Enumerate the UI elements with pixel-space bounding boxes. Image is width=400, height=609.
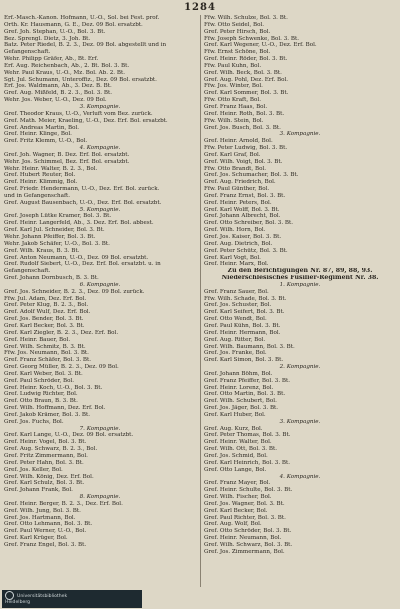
entry-line: Ffw. Jul. Adam, Dez. Erf. Bol. [4, 295, 87, 302]
entry-line: Gref. Jos. Franke, Bol. [204, 350, 267, 357]
entry-line: Gref. Otto Lehmann, Bol. 3. Bt. [4, 521, 93, 528]
entry-line: Gref. Aug. Mißfeld, B. 2. 3., Bol. 3. Bt. [4, 90, 112, 97]
entry-line: Bez. Sprengl. Dietz, 3. Joh. Bt. [4, 35, 91, 42]
section-heading: 4. Kompagnie. [79, 145, 121, 152]
entry-line: Gref. Aug. Dietrich, Bol. [204, 240, 273, 247]
entry-line: Sgt. Jul. Schumann, Unteroffiz., Dez. 09 Bol. ersatzbt. [4, 76, 157, 83]
entry-line: Gref. Heinr. Koch, U.-O., Bol. 3. Bt. [4, 384, 103, 391]
entry-line: Ffw. Paul Günther, Bol. [204, 186, 270, 193]
entry-line: Gref. Karl Heinrich, Bol. 3. Bt. [204, 459, 291, 466]
entry-line: Wehr. Jos. Weber, U.-O., Dez. 09 Bol. [4, 97, 107, 104]
entry-line: Gref. Joseph Lütke Kramer, Bol. 3. Bt. [4, 213, 112, 220]
regiment-heading: Zu den Berichtigungen Nr. 87, 89, 88, 93. [227, 268, 373, 275]
entry-line: Gref. Peter Hirsch, Bol. [204, 28, 271, 35]
column-divider [200, 15, 201, 587]
entry-line: Gref. Math. Meier, Kraeling, U.-O., Dez. Erf. Bol. ersatzbt. [4, 117, 168, 124]
entry-line: Gref. Karl Simon, Bol. 3. Bt. [204, 357, 284, 364]
entry-line: Gref. Karl Krüger, Bol. [4, 535, 68, 542]
entry-line: Gref. Peter Hahn, Bol. 3. Bt. [4, 459, 84, 466]
entry-line: Gref. Karl Wegener, U.-O., Dez. Erf. Bol. [204, 42, 317, 49]
section-heading: 4. Kompagnie. [279, 473, 321, 480]
entry-line: Gref. Wilh. Horn, Bol. [204, 227, 266, 234]
entry-line: Erf. Aug. Reichenbach, Ab., 2. Bt. Bol. 3. Bt. [4, 62, 130, 69]
entry-line: Gref. Franz Mayer, Bol. [204, 480, 271, 487]
entry-line: Gref. Wilh. Kraus, B. 3. Bt. [4, 247, 80, 254]
entry-line: Gref. Peter Thomas, Bol. 3. Bt. [204, 432, 291, 439]
section-heading: 5. Kompagnie. [79, 206, 121, 213]
entry-line: Gref. Heinr. Berger, B. 2. 3., Dez. Erf. Bol. [4, 500, 123, 507]
entry-line: Gref. Jos. Schmid, Bol. [204, 453, 268, 459]
entry-line: Gref. Fritz Klemm, U.-O., Bol. [4, 138, 88, 145]
entry-line: Gref. Ludwig Richter, Bol. [4, 391, 78, 398]
section-heading: 7. Kompagnie. [79, 425, 121, 432]
section-heading: 3. Kompagnie. [279, 131, 321, 138]
entry-line: Gref. Hubert Reuter, Bol. [4, 172, 76, 179]
entry-line: Batz. Peter Riedel, B. 2. 3., Dez. 09 Bol. abgestellt und in [4, 42, 167, 49]
entry-line: Ffw. Jos. Winter, Bol. [204, 83, 263, 90]
right-column [204, 15, 396, 587]
entry-line: Gref. Jos. Busch, Bol. 3. Bt. [204, 124, 281, 131]
entry-line: Wehr. Heinr. Walter, B. 2. 3., Bol. [4, 165, 98, 172]
entry-line: Gref. Jos. Schneider, B. 2. 3., Dez. 09 Bol. zurück. [4, 288, 145, 295]
entry-line: Gref. Wilh. Schwarz, Bol. 3. Bt. [204, 541, 293, 548]
entry-line: Gref. Wilh. Voigt, Bol. 3. Bt. [204, 158, 283, 165]
entry-line: Gref. Jos. Zimmermann, Bol. [204, 548, 285, 555]
entry-line: Gref. Franz Pfeiffer, Bol. 3. Bt. [204, 377, 291, 384]
entry-line: Wehr. Philipp Gräfer, Ab., Bt. Erf. [4, 56, 99, 63]
entry-line: Gref. Wilh. Hoffmann, Dez. Erf. Bol. [4, 405, 106, 412]
entry-line: Orth. Kr. Hausmann, G. E., Dez. 09 Bol. ersatzbt. [4, 21, 143, 28]
entry-line: und in Gefangenschaft. [4, 192, 71, 199]
section-heading: 3. Kompagnie. [79, 103, 121, 110]
entry-line: Gref. Aug. Kurz, Bol. [204, 425, 263, 432]
entry-line: Gref. Paul Richter, Bol. 3. Bt. [204, 514, 286, 521]
entry-line: Ffw. Otto Seidel, Bol. [204, 21, 265, 28]
entry-line: Gref. Otto Schreiber, Bol. 3. Bt. [204, 220, 294, 227]
entry-line: Gref. Aug. Wolf, Bol. [204, 521, 262, 528]
entry-line: Gref. Heinr. Roth, Bol. 3. Bt. [204, 110, 285, 117]
entry-line: Gefangenschaft. [4, 268, 51, 275]
entry-line: Ffw. Ernst Schöne, Bol. [204, 49, 271, 56]
entry-line: Ffw. Otto Brandt, Bol. [204, 165, 267, 172]
section-heading: 6. Kompagnie. [79, 281, 121, 288]
entry-line: Gref. Heinr. Vogel, Bol. 3. Bt. [4, 439, 87, 446]
page-number: 1284 [184, 2, 216, 13]
entry-line: Gref. Jos. Wagner, Bol. 3. Bt. [204, 500, 285, 507]
entry-line: Ffw. Wilh. Schulze, Bol. 3. Bt. [204, 15, 288, 21]
entry-line: Gref. Adolf Wulf, Dez. Erf. Bol. [4, 309, 91, 316]
entry-line: Gref. Franz Engel, Bol. 3. Bt. [4, 541, 87, 548]
entry-line: Gref. Jos. Schuster, Bol. [204, 302, 272, 309]
entry-line: Ffw. Peter Ludwig, Bol. 3. Bt. [204, 145, 288, 152]
entry-line: Gref. Karl Sommer, Bol. 3. Bt. [204, 90, 289, 97]
regiment-heading: Niederschlesisches Füsilier-Regiment Nr. 38. [221, 275, 379, 282]
section-heading: 1. Kompagnie. [279, 281, 321, 288]
entry-line: Ffw. Jos. Neumann, Bol. 3. Bt. [4, 350, 89, 357]
entry-line: Gref. Karl Wolff, Bol. 3. Bt. [204, 206, 280, 213]
entry-line: Gref. Paul Werner, U.-O., Bol. [4, 528, 87, 535]
entry-line: Gref. Aug. Schwarz, B. 2. 3., Bol. [4, 446, 98, 453]
entry-line: Gref. Heinr. Lorenz, Bol. [204, 384, 274, 391]
entry-line: Gref. Heinr. Arnold, Bol. [204, 138, 273, 145]
entry-line: Gref. Jakob Krämer, Bol. 3. Bt. [4, 411, 91, 418]
entry-line: Gref. Heinr. Peters, Bol. [204, 199, 272, 206]
entry-line: Gref. Johann Böhm, Bol. [204, 370, 273, 377]
entry-line: Gref. Franz Ernst, Bol. 3. Bt. [204, 192, 286, 199]
entry-line: Gref. Jos. Fuchs, Bol. [4, 418, 64, 425]
entry-line: Gref. Heinr. Bauer, Bol. [4, 336, 71, 343]
entry-line: Gref. Johann Frank, Bol. [4, 487, 73, 494]
entry-line: Gref. Paul Kühn, Bol. 3. Bt. [204, 322, 281, 329]
entry-line: Gref. Karl Schulz, Bol. 3. Bt. [4, 480, 85, 487]
footer-line-1: Universitätsbibliothek [17, 594, 68, 599]
entry-line: Gref. Karl Becker, Bol. [204, 507, 268, 514]
entry-line: Gref. Heinr. Klimmig, Bol. [4, 179, 78, 186]
entry-line: Ffw. Otto Kraft, Bol. [204, 97, 261, 104]
entry-line: Gref. Peter Klug, B. 2. 3., Bol. [4, 302, 89, 309]
entry-line: Gref. Franz Haas, Bol. [204, 103, 268, 110]
entry-line: Gref. Otto Martin, Bol. 3. Bt. [204, 391, 286, 398]
entry-line: Gref. Andreas Martin, Bol. [4, 124, 80, 131]
left-column [4, 15, 196, 587]
entry-line: Gref. Otto Wendt, Bol. [204, 316, 267, 323]
entry-line: Gref. Heinr. Hermann, Bol. [204, 329, 281, 336]
entry-line: Gref. Heinr. Röder, Bol. 3. Bt. [204, 56, 288, 63]
entry-line: Gref. Wilh. Schubert, Bol. [204, 398, 277, 405]
entry-line: Gref. Anton Neumann, U.-O., Dez. 09 Bol. ersatzbt. [4, 254, 149, 261]
entry-line: Gref. Rudolf Siebert, U.-O., Dez. Erf. Bol. ersatzbt. u. in [4, 261, 161, 268]
entry-line: Gref. Heinr. Langerfeld, Ab., 3. Dez. Erf. Bol. abbest. [4, 220, 154, 227]
entry-line: Gref. Heinr. Walter, Bol. [204, 439, 272, 446]
entry-line: Gref. Jos. Jäger, Bol. 3. Bt. [204, 405, 279, 412]
entry-line: Gref. Aug. Ritter, Bol. [204, 336, 266, 343]
entry-line: Gref. Franz Sauer, Bol. [204, 288, 269, 295]
entry-line: Gref. Aug. Pohl, Dez. Erf. Bol. [204, 76, 289, 83]
entry-line: Gref. Franz Schäfer, Bol. 3. Bt. [4, 357, 92, 364]
entry-line: Gref. Jos. Keller, Bol. [4, 466, 63, 473]
entry-line: Gref. Karl Becker, Bol. 3. Bt. [4, 322, 85, 329]
section-heading: 8. Kompagnie. [79, 494, 121, 501]
entry-line: Gref. Jos. Bender, Bol. 3. Bt. [4, 316, 84, 323]
entry-line: Gref. Otto Braun, B. 3. Bt. [4, 398, 78, 405]
entry-line: Gref. Friedr. Hendermann, U.-O., Dez. Erf. Bol. zurück. [4, 186, 160, 193]
entry-line: Gref. Fritz Zimmermann, Bol. [4, 453, 88, 459]
entry-line: Gref. Heinr. Neumann, Bol. [204, 535, 282, 542]
entry-line: Gref. Wilh. Jung, Bol. 3. Bt. [4, 507, 81, 514]
entry-line: Gref. Wilh. Beck, Bol. 3. Bt. [204, 69, 282, 76]
entry-line: Gefangenschaft. [4, 49, 51, 56]
entry-line: Gref. Heinr. Marx, Bol. [204, 261, 269, 268]
entry-line: Gref. Johann Dornbusch, B. 3. Bt. [4, 275, 99, 282]
entry-line: Gref. Heinr. Klinge, Bol. [4, 131, 72, 138]
library-footer [2, 590, 142, 608]
entry-line: Erf. Jos. Waldmann, Ab., 3. Dez. B. Bt. [4, 83, 112, 90]
cc-license-icon [5, 591, 14, 600]
entry-line: Gref. Johann Albrecht, Bol. [204, 213, 281, 220]
entry-line: Gref. Paul Schröder, Bol. [4, 377, 75, 384]
entry-line: Gref. Karl Ziegler, B. 2. 3., Dez. Erf. Bol. [4, 329, 119, 336]
entry-line: Wehr. Johann Pfeiffer, Bol. 3. Bt. [4, 234, 96, 240]
entry-line: Ffw. Wilh. Schade, Bol. 3. Bt. [204, 295, 287, 302]
entry-line: Gref. Jos. Schumacher, Bol. 3. Bt. [204, 172, 299, 179]
entry-line: Gref. Theodor Kraus, U.-O., Verluft vom Bez. zurück. [4, 110, 153, 117]
entry-line: Gref. Peter Schütz, Bol. 3. Bt. [204, 247, 288, 254]
entry-line: Gref. Wilh. Fischer, Bol. [204, 494, 272, 501]
entry-line: Gref. Jos. Hartmann, Bol. [4, 514, 76, 521]
entry-line: Gref. Karl Seifert, Bol. 3. Bt. [204, 309, 285, 316]
entry-line: Gref. Karl Lange, U.-O., Dez. 09 Bol. ersatzbt. [4, 432, 134, 439]
entry-line: Gref. August Bausenbach, U.-O., Dez. Erf. Bol. ersatzbt. [4, 199, 162, 206]
entry-line: Gref. Joh. Stephan, U.-O., Bol. 3. Bt. [4, 28, 106, 35]
footer-line-2: Heidelberg [5, 600, 31, 605]
entry-line: Gref. Otto Schröder, Bol. 3. Bt. [204, 528, 292, 535]
section-heading: 2. Kompagnie. [279, 364, 321, 371]
entry-line: Gref. Jos. Kaiser, Bol. 3. Bt. [204, 234, 282, 240]
entry-line: Gref. Aug. Friedrich, Bol. [204, 179, 276, 186]
section-heading: 3. Kompagnie. [279, 418, 321, 425]
entry-line: Gref. Karl Weber, Bol. 3. Bt. [4, 370, 83, 377]
entry-line: Ffw. Joseph Schwenke, Bol. 3. Bt. [204, 35, 299, 42]
entry-line: Gref. Karl Graf, Bol. [204, 151, 261, 158]
entry-line: Gref. Wilh. Ott, Bol. 3. Bt. [204, 446, 277, 453]
entry-line: Ffw. Wilh. Stein, Bol. [204, 117, 264, 124]
entry-line: Gref. Karl Huber, Bol. [204, 411, 266, 418]
entry-line: Gref. Joh. Wagner, B. Dez. Erf. Bol. ersatzbt. [4, 151, 130, 158]
entry-line: Wehr. Jos. Schimmel, Bez. Erf. Bol. ersatzbt. [4, 158, 130, 165]
entry-line: Gref. Georg Müller, B. 2. 3., Dez. 09 Bol. [4, 364, 119, 371]
entry-line: Gref. Heinr. Schulte, Bol. 3. Bt. [204, 487, 293, 494]
entry-line: Gref. Wilh. Schmitz, B. 3. Bt. [4, 343, 86, 350]
entry-line: Wehr. Paul Kraus, U.-O., Mz. Bol. Ab. 2. Bt. [4, 69, 125, 76]
entry-line: Gref. Otto Lange, Bol. [204, 466, 267, 473]
entry-line: Gref. Wilh. Baumann, Bol. 3. Bt. [204, 343, 295, 350]
entry-line: Gref. Karl Jul. Schneider, Bol. 3. Bt. [4, 227, 105, 234]
entry-line: Gref. Wilh. König, Dez. Erf. Bol. [4, 473, 94, 480]
entry-line: Gref. Karl Vogt, Bol. [204, 254, 261, 261]
entry-line: Erf.-Masch.-Kanon. Hofmann, U.-O., Sol. bei Fest. prof. [4, 15, 160, 21]
entry-line: Ffw. Paul Kuhn, Bol. [204, 62, 262, 69]
entry-line: Wehr. Jakob Schäfer, U.-O., Bol. 3. Bt. [4, 240, 110, 247]
